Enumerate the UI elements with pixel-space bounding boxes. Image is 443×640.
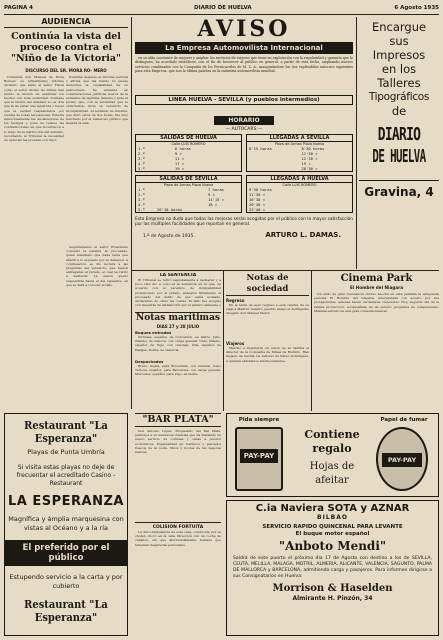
schedule-row (247, 166, 352, 171)
schedule-table (136, 187, 241, 212)
schedule-cell: 22'40 » (249, 207, 266, 212)
schedule-table (136, 146, 241, 171)
schedule-title: LLEGADAS A SEVILLA (247, 135, 352, 142)
article-paragraph: Seguidamente el señor Presidente concedió la palabra al procesado, quien manifestó que nada tenía que añadir a lo expuesto por su defensor. A continuación se dio lectura a las preguntas del veredicto, que fueron entregadas al Jurado, el cual se retiró a deliberar. La sesión quedó suspendida hasta el día siguiente, en que se dará a conocer el fallo. (66, 245, 128, 287)
naviera-body: Saldrá de este puerto el próximo día 17 de Agosto con destino a los de SEVILLA, CEUTA, MELILLA, MALAGA, MOTRIL, ALMERIA, ALICANTE, VALENCIA, SAGUNTO, PALMA DE MALLORCA y BARCELONA, admitiendo carga y pasajeros. Para informes dirigirse a sus Consignatarios en Huelva: (233, 556, 432, 579)
paypay-text: Contiene (304, 428, 360, 441)
schedule-block-2 (135, 175, 353, 213)
schedule-huelva-departures (135, 134, 242, 172)
cinema-subtitle: El Hombre del Niagara (349, 285, 404, 290)
schedule-cell: 2.º (138, 192, 145, 197)
paypay-left-head: Pida siempre (238, 417, 280, 423)
column-rule (131, 17, 132, 409)
aviso-footer: Esta Empresa no duda que todas las mejoras serán acogidas por el público con la mayor satisfacción por las múltiples facilidades que reportan en general. (135, 217, 353, 228)
schedule-cell: 8'15 horas (249, 146, 272, 151)
schedule-cell: 11'30 » (301, 151, 318, 156)
schedule-row (136, 207, 241, 212)
paypay-brand: PAY-PAY (240, 449, 278, 463)
terrace-line: Magnífica y ámplia marquesina con vistas al Océano y a la ría (8, 515, 124, 532)
colision-title: COLISION FORTUITA (135, 522, 221, 530)
schedule-cell: 20'30 » (249, 202, 266, 207)
schedule-cell: 20'10 horas (156, 207, 183, 212)
naviera-ad (226, 500, 439, 636)
schedule-cell (206, 207, 241, 212)
naviera-service: SERVICIO RAPIDO QUINCENAL PARA LEVANTE (262, 524, 403, 530)
schedule-cell: 7 horas (207, 187, 224, 192)
schedule-subtitle: Plaza de Armas Plaza Nueva (274, 142, 325, 146)
colision-body: La Auto-Ambulancia de esta casa, conducida por su chófer, chocó en la calle Dirección con un coche de caballos, sin que afortunadamente hubiera que lamentar desgracias personales. (135, 530, 221, 547)
barplata-title: "BAR PLATA" (135, 413, 221, 427)
sociedad-title: Notas de sociedad (226, 273, 309, 296)
paypay-text: Hojas de (309, 461, 355, 472)
schedule-subtitle: Calle LUIS ROMERO (282, 183, 317, 187)
aviso-signature (135, 231, 353, 239)
barplata-body: Don Antonio López, Propietario del Bar Plata, participa a su numerosa clientela que ha instalado un nuevo servicio de comidas y cenas a precios económicos. Especialidad en mariscos y pescados frescos de la costa. Vinos y licores de las mejores marcas. (135, 429, 221, 455)
talleres-text: Tipográficos (368, 91, 430, 103)
paypay-center (297, 428, 367, 488)
schedule-cell: 11 » (174, 156, 185, 161)
aviso-date: 1.º de Agosto de 1935. (143, 233, 195, 239)
naviera-ship-intro: El buque motor español (295, 531, 370, 537)
cinema-body: Un éxito de gran resonancia obtuvo anoche en esta pantalla la estupenda película El Hombre del Niagara, interpretada con acierto por sus protagonistas, quienes hacen verdaderas creaciones. Hoy, segundo día de la misma producción, acompañada de un selecto programa de complemento. Mañana estreno de una gran comedia musical. (314, 292, 439, 313)
column-rule (311, 271, 312, 411)
viajeros-body: Marchó a Inglaterra en unión de su familia el director de la Compañía de Minas de Riotinto. Han llegado de Sevilla los señores de Pérez Domínguez, a quienes saludamos afectuosamente. (226, 346, 309, 363)
maritimas-title: Notas marítimas (136, 313, 220, 323)
article-headline: Continúa la vista del proceso contra el "Niño de la Victoria" (11, 31, 121, 64)
maritimas-dates: DIAS 27 y 28 JULIO (156, 324, 200, 329)
entradas-label: Buques entrados (135, 330, 172, 335)
schedule-cell: 18 » (207, 202, 218, 207)
schedule-cell: 11'30 » (249, 192, 266, 197)
schedule-cell: 1.º (138, 146, 145, 151)
schedule-cell: 9'30 horas (249, 187, 272, 192)
schedule-cell: 2.º (138, 151, 145, 156)
schedule-cell: 16'30 » (249, 197, 266, 202)
despachados-label: Despachados (135, 359, 164, 364)
schedule-sevilla-arrivals (246, 134, 353, 172)
section-rule (131, 270, 439, 271)
sociedad-column (226, 273, 309, 411)
entradas-body: Virtudes, español, de Corcubión, en lastre. Julio, italiano, de Génova, con carga general. Cabo Silleiro, español, de Vigo, con cabotaje. Ulla, español, de Pasajes. Dorita, de Valencia. (135, 335, 221, 352)
sentencia-body: El Tribunal se retiró seguidamente a deliberar y a poco rato dio a conocer la sentencia en la que, de acuerdo con el veredicto de inculpabilidad pronunciado por el Jurado, absuelve libremente al procesado del delito de que venía acusado, declarando de oficio las costas. El fallo fue acogido con muestras de satisfacción por el público asistente y (135, 278, 221, 308)
talleres-text: en los (381, 62, 417, 76)
restaurant-name-big: LA ESPERANZA (8, 494, 124, 509)
viajeros-label: Viajeros (226, 341, 245, 346)
paypay-ad (226, 413, 439, 497)
paypay-booklet-right (376, 427, 428, 491)
company-banner: La Empresa Automovilista Internacional (135, 42, 353, 54)
autocars-label: — AUTOCARS — (225, 127, 263, 132)
schedule-cell: 14'15 » (207, 197, 224, 202)
schedule-title: SALIDAS DE HUELVA (136, 135, 241, 142)
schedule-subtitle: Calle LUIS ROMERO (171, 142, 206, 146)
aviso-ad (135, 18, 353, 268)
schedule-cell: 9 » (174, 151, 182, 156)
article-paragraph: Comienza don Manuel de Mora Romero su brillantísimo informe diciendo que tanto el señor Fiscal como el señor Alonso de Armas han tenido la misión de examinar los hechos con toda serenidad. Sostiene que la misión del defensor no es otra que la de evitar una injusticia y hacer que la verdad resplandezca por encima de todas las pasiones. Estudia minuciosamente las declaraciones de los testigos y pone de relieve las contradicciones en que incurrieron a lo largo de la instrucción del sumario, recordando al Tribunal la necesidad de apreciar las pruebas con rigor. (4, 75, 64, 143)
section-title: AUDIENCIA (4, 17, 128, 28)
schedule-cell: 6 horas (174, 146, 191, 151)
schedule-cell: 9 » (207, 192, 215, 197)
talleres-text: sus (389, 34, 409, 48)
horario-label: HORARIO (214, 116, 273, 125)
schedule-title: SALIDAS DE SEVILLA (136, 176, 241, 183)
schedule-cell: 3.º (138, 197, 145, 202)
schedule-cell: 1.º (138, 187, 145, 192)
newspaper-name: DIARIO DE HUELVA (194, 5, 252, 11)
page-number: PAGINA 4 (4, 5, 33, 11)
paypay-right-head: Papel de fumar (380, 417, 428, 423)
schedule-cell: 12'30 » (301, 156, 318, 161)
despachados-body: Brezo, inglés, para Rotterdam, con mineral. Cabo Tortosa, español, para Barcelona, con carga general. Mercedes, español, para Vigo, en lastre. (135, 364, 221, 377)
talleres-text: de (391, 104, 407, 118)
talleres-text: Talleres (377, 76, 421, 90)
talleres-address: Gravina, 4 (359, 180, 439, 199)
esperanza-ad (4, 413, 128, 636)
talleres-text: Encargue (371, 20, 427, 34)
schedule-cell: 19 » (174, 166, 185, 171)
schedule-cell: 17 » (174, 161, 185, 166)
ship-name: "Anboto Mendi" (278, 539, 387, 553)
cinema-title: Cinema Park (340, 273, 413, 284)
preferred-banner: El preferido por el público (5, 540, 127, 566)
aviso-title: AVISO (197, 18, 291, 42)
diario-logo-line1: DIARIO (377, 124, 421, 145)
service-line: Estupendo servicio a la carta y por cubierto (9, 573, 123, 590)
schedule-cell: 4.º (138, 202, 145, 207)
regreso-label: Regreso (226, 298, 245, 303)
schedule-sevilla-departures (135, 175, 242, 213)
schedule-block-1 (135, 134, 353, 172)
schedule-cell: 4.º (138, 161, 145, 166)
article-paragraph: Examina después el informe pericial y afirma que del mismo no puede deducirse la culpabilidad de su patrocinado. Se extiende en consideraciones jurídicas acerca de la eximente de legítima defensa y pide al Jurado que, con la serenidad que le caracteriza, dicte un veredicto de inculpabilidad. Al terminar su informe, que duró cerca de dos horas, fue muy felicitado por el numeroso público que llenaba la sala. (66, 75, 128, 126)
article-subhead: DISCURSO DEL SR. MORA RO- MERO (25, 68, 107, 73)
schedule-cell: 8'30 horas (301, 146, 325, 151)
schedule-table (247, 146, 352, 171)
schedule-cell: 3.º (138, 156, 145, 161)
diario-logo-line2: DE HUELVA (372, 146, 426, 167)
column-rule (356, 17, 357, 269)
schedule-title: LLEGADAS A HUELVA (247, 176, 352, 183)
schedule-cell: 5.º (138, 207, 145, 212)
talleres-text: Impresos (372, 48, 426, 62)
schedule-huelva-arrivals (246, 175, 353, 213)
restaurant-place: Playas de Punta Umbría (27, 448, 105, 456)
issue-date: 6 Agosto 1935 (394, 5, 439, 11)
schedule-cell: 20'30 » (301, 166, 318, 171)
aviso-body: en su afán constante de mejorar y ampliar los servicios de viajeros que tiene en explotación con la regularidad y garantía que le distinguen, ha acordado establecer, con el fin de favorecer al público en general, a partir de esta fecha, ampliando nuevos servicios combinados con la Compañía de los Ferrocarriles de M. Z. A., inaugurándose los dos espléndidos autocars siguientes para esta Empresa, que son la última palabra en la industria automovilista mundial. (135, 56, 353, 74)
sentencia-title: LA SENTENCIA (159, 273, 197, 278)
naviera-title: C.ia Naviera SOTA y AZNAR (255, 503, 410, 514)
naviera-city: BILBAO (317, 514, 348, 521)
talleres-ad (359, 18, 439, 268)
schedule-cell (247, 166, 300, 171)
column-rule (223, 271, 224, 411)
paypay-text: afeitar (315, 475, 349, 486)
restaurant-name-footer: Restaurant "La Esperanza" (24, 598, 108, 624)
barplata-column (135, 413, 221, 636)
aviso-signer: ARTURO L. DAMAS. (265, 230, 341, 239)
schedule-table (247, 187, 352, 212)
page-header (4, 3, 439, 15)
regreso-body: En la tarde de ayer regresó a esta capital, de su viaje a Madrid, nuestro querido amigo el distinguido abogado don Manuel Siurot. (226, 303, 309, 316)
paypay-brand: PAY-PAY (382, 453, 422, 467)
visit-line: Si visita estas playas no deje de frecuentar el acreditado Casino - Restaurant (16, 464, 116, 487)
restaurant-name: Restaurant "La Esperanza" (24, 419, 108, 445)
cinema-column (314, 273, 439, 411)
naviera-agents: Morrison & Haselden (272, 583, 393, 594)
line-title: LINEA HUELVA - SEVILLA (y pueblos intermedios) (135, 95, 353, 105)
middle-column (135, 273, 221, 411)
schedule-cell: 5.º (138, 166, 145, 171)
schedule-row (247, 207, 352, 212)
schedule-row (136, 166, 241, 171)
audiencia-article (4, 17, 128, 409)
paypay-text: regalo (312, 442, 352, 455)
article-right-col (66, 75, 128, 409)
schedule-cell: 19 » (301, 161, 311, 166)
schedule-subtitle: Plaza de Armas Plaza Nueva (163, 183, 214, 187)
paypay-booklet-left (235, 427, 283, 491)
naviera-address: Almirante H. Pinzón, 34 (292, 595, 373, 602)
